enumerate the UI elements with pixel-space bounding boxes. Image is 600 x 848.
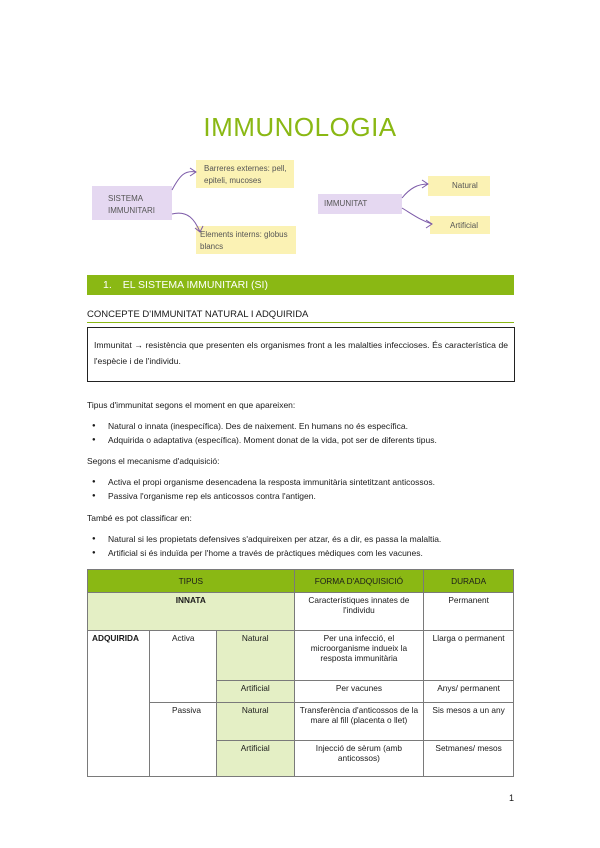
table-header-row [88, 570, 514, 593]
cell-forma: Per una infecció, el microorganisme indueix la resposta immunitària [294, 631, 424, 681]
diagram-elements: Elements interns: globus blancs [200, 230, 288, 251]
table-row [88, 631, 514, 681]
cell-sub: Natural [216, 703, 294, 741]
list-mecanisme [87, 475, 435, 503]
page-title: IMMUNOLOGIA [203, 112, 397, 142]
cell-durada: Setmanes/ mesos [424, 741, 514, 777]
page-number: 1 [508, 793, 514, 803]
cell-activa: Activa [149, 631, 216, 703]
header-forma: FORMA D'ADQUISICIÓ [294, 570, 424, 593]
paragraph-moment: Tipus d'immunitat segons el moment en que apareixen: [87, 400, 296, 410]
cell-forma: Característiques innates de l'individu [294, 593, 424, 631]
section-title: EL SISTEMA IMMUNITARI (SI) [122, 279, 268, 291]
table-row [88, 593, 514, 631]
cell-durada: Permanent [424, 593, 514, 631]
list-item: ● Natural o innata (inespecífica). Des de naixement. En humans no és específica. [87, 419, 437, 433]
list-item: ● Artificial si és induïda per l'home a través de pràctiques mèdiques com les vacunes. [87, 546, 441, 560]
cell-durada: Sis mesos a un any [424, 703, 514, 741]
cell-durada: Anys/ permanent [424, 681, 514, 703]
cell-forma: Transferència d'anticossos de la mare al fill (placenta o llet) [294, 703, 424, 741]
definition-box: Immunitat → resistència que presenten els organismes front a les malalties infeccioses. És característica de l'espècie i de l'individu. [87, 327, 515, 382]
diagram-sistema: SISTEMA IMMUNITARI [108, 194, 155, 215]
list-classificar [87, 532, 441, 560]
subheading: CONCEPTE D'IMMUNITAT NATURAL I ADQUIRIDA [87, 307, 514, 323]
cell-adquirida: ADQUIRIDA [88, 631, 150, 777]
diagram-barreres: Barreres externes: pell, epiteli, mucoses [204, 164, 287, 185]
cell-passiva: Passiva [149, 703, 216, 777]
table-row [88, 703, 514, 741]
paragraph-classificar: També es pot classificar en: [87, 513, 192, 523]
cell-durada: Llarga o permanent [424, 631, 514, 681]
cell-sub: Artificial [216, 681, 294, 703]
header-tipus: TIPUS [88, 570, 295, 593]
diagram-natural: Natural [452, 181, 478, 190]
paragraph-mecanisme: Segons el mecanisme d'adquisició: [87, 456, 220, 466]
cell-innata: INNATA [88, 593, 295, 631]
section-heading [87, 275, 514, 295]
cell-sub: Natural [216, 631, 294, 681]
list-item: ● Passiva l'organisme rep els anticossos contra l'antigen. [87, 489, 435, 503]
cell-forma: Injecció de sèrum (amb anticossos) [294, 741, 424, 777]
header-durada: DURADA [424, 570, 514, 593]
diagram-immunitat: IMMUNITAT [324, 199, 368, 208]
cell-sub: Artificial [216, 741, 294, 777]
cell-forma: Per vacunes [294, 681, 424, 703]
immunity-table [87, 569, 514, 777]
list-item: ● Adquirida o adaptativa (específica). Moment donat de la vida, pot ser de diferents tipus. [87, 433, 437, 447]
diagram-artificial: Artificial [450, 221, 479, 230]
list-item: ● Natural si les propietats defensives s'adquireixen per atzar, és a dir, es passa la malaltia. [87, 532, 441, 546]
mind-map-diagram [0, 150, 600, 260]
list-item: ● Activa el propi organisme desencadena la resposta immunitària sintetitzant anticossos. [87, 475, 435, 489]
section-number: 1. [103, 279, 112, 291]
list-moment [87, 419, 437, 447]
